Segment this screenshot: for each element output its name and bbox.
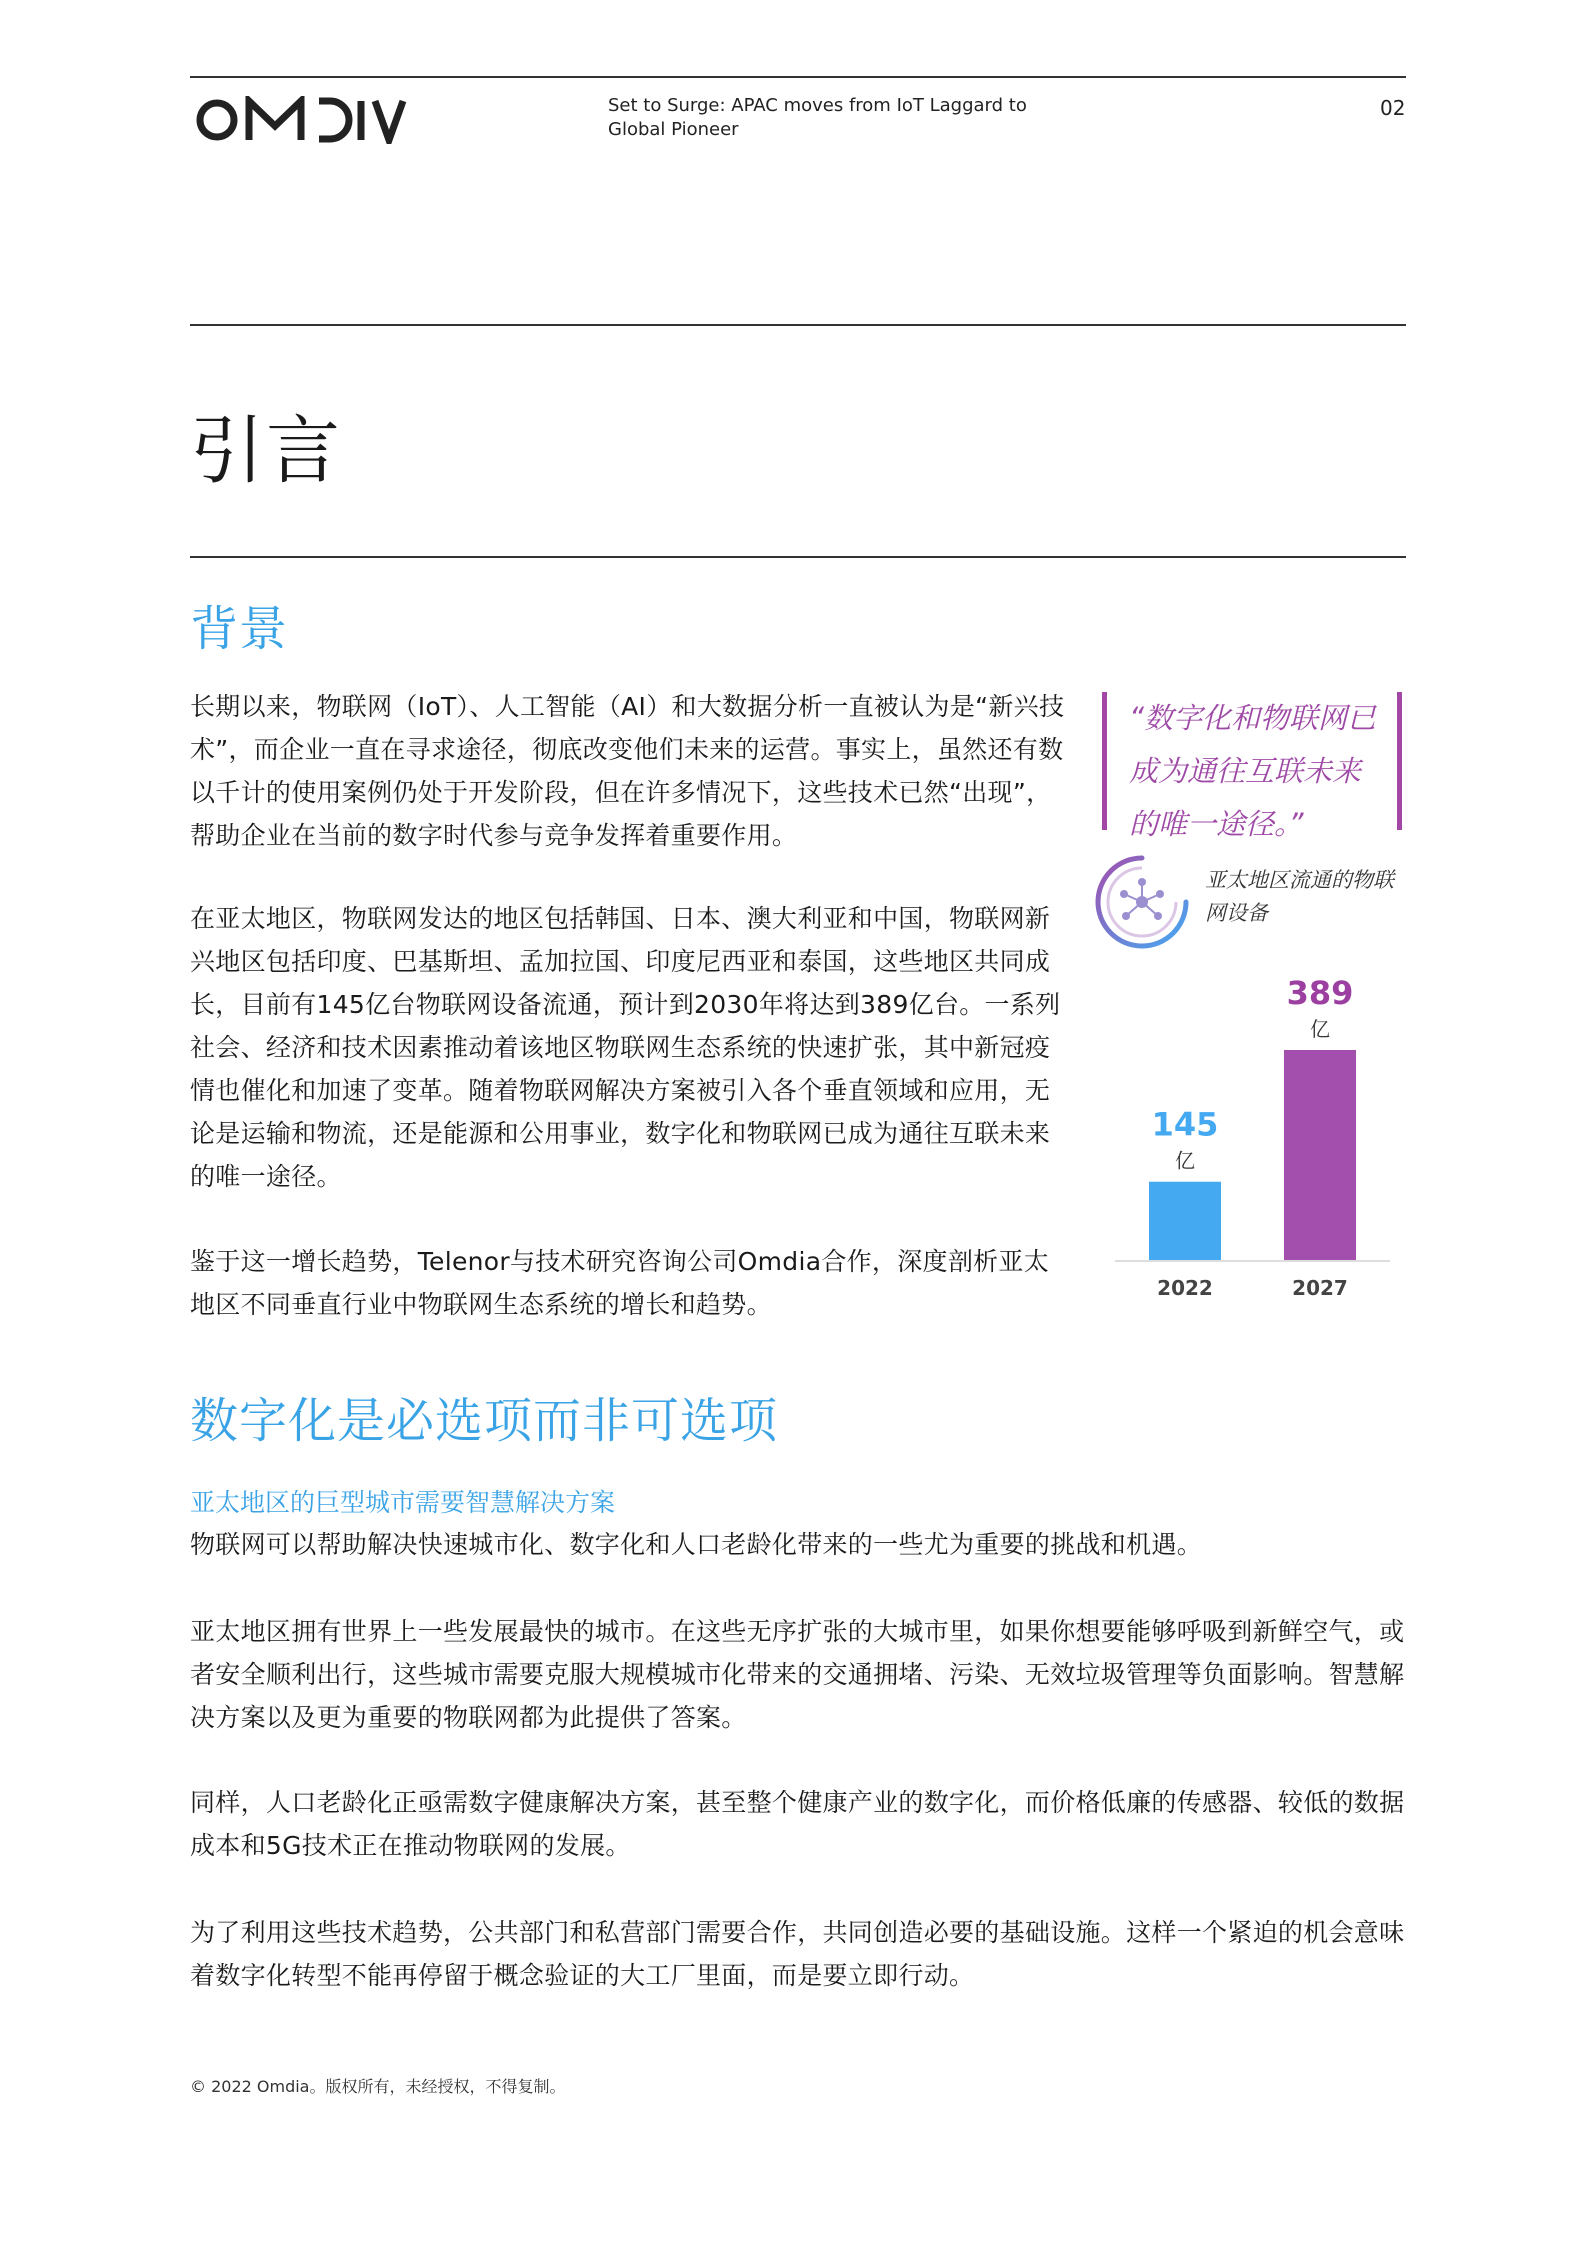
digital-paragraph-1: 物联网可以帮助解决快速城市化、数字化和人口老龄化带来的一些尤为重要的挑战和机遇。 xyxy=(190,1530,1203,1559)
background-paragraph-3: 鉴于这一增长趋势，Telenor与技术研究咨询公司Omdia合作，深度剖析亚太地区不同垂直行业中物联网生态系统的增长和趋势。 xyxy=(190,1247,1050,1319)
digital-paragraph-2: 亚太地区拥有世界上一些发展最快的城市。在这些无序扩张的大城市里，如果你想要能够呼吸到新鲜空气，或者安全顺利出行，这些城市需要克服大规模城市化带来的交通拥堵、污染、无效垃圾管理等负面影响。智慧解决方案以及更为重要的物联网都为此提供了答案。 xyxy=(190,1617,1405,1732)
digital-paragraph-4: 为了利用这些技术趋势，公共部门和私营部门需要合作，共同创造必要的基础设施。这样一个紧迫的机会意味着数字化转型不能再停留于概念验证的大工厂里面，而是要立即行动。 xyxy=(190,1918,1405,1990)
bar-value-2027: 389 xyxy=(1286,974,1354,1012)
omdia-logo-mark xyxy=(195,96,410,144)
bar-2027 xyxy=(1284,1050,1356,1260)
page-number: 02 xyxy=(1380,96,1406,120)
header-top-rule xyxy=(190,76,1406,78)
header-bottom-rule xyxy=(190,324,1406,326)
bar-unit-2027: 亿 xyxy=(1310,1017,1330,1041)
pull-quote: “数字化和物联网已成为通往互联未来的唯一途径。” xyxy=(1102,692,1402,830)
page-title: 引言 xyxy=(190,408,342,494)
bar-unit-2022: 亿 xyxy=(1175,1148,1195,1173)
bar-value-2022: 145 xyxy=(1151,1105,1219,1144)
omdia-logo xyxy=(195,96,410,148)
copyright: © 2022 Omdia。版权所有，未经授权，不得复制。 xyxy=(190,2077,566,2096)
x-tick-2027: 2027 xyxy=(1292,1276,1348,1300)
x-tick-2022: 2022 xyxy=(1157,1276,1213,1300)
background-paragraph-1: 长期以来，物联网（IoT）、人工智能（AI）和大数据分析一直被认为是“新兴技术”，而企业一直在寻求途径，彻底改变他们未来的运营。事实上，虽然还有数以千计的使用案例仍处于开发阶段，但在许多情况下，这些技术已然“出现”，帮助企业在当前的数字时代参与竞争发挥着重要作用。 xyxy=(190,692,1065,850)
iot-devices-chart xyxy=(1110,960,1410,1320)
background-paragraph-2: 在亚太地区，物联网发达的地区包括韩国、日本、澳大利亚和中国，物联网新兴地区包括印度、巴基斯坦、孟加拉国、印度尼西亚和泰国，这些地区共同成长，目前有145亿台物联网设备流通，预计到2030年将达到389亿台。一系列社会、经济和技术因素推动着该地区物联网生态系统的快速扩张，其中新冠疫情也催化和加速了变革。随着物联网解决方案被引入各个垂直领域和应用，无论是运输和物流，还是能源和公用事业，数字化和物联网已成为通往互联未来的唯一途径。 xyxy=(190,904,1061,1191)
bar-2022 xyxy=(1149,1182,1221,1260)
iot-devices-label: 亚太地区流通的物联网设备 xyxy=(1205,868,1394,925)
digital-paragraph-3: 同样，人口老龄化正亟需数字健康解决方案，甚至整个健康产业的数字化，而价格低廉的传感器、较低的数据成本和5G技术正在推动物联网的发展。 xyxy=(190,1788,1405,1860)
digital-subheading: 亚太地区的巨型城市需要智慧解决方案 xyxy=(190,1488,616,1517)
report-title: Set to Surge: APAC moves from IoT Laggard to Global Pioneer xyxy=(608,95,1027,140)
digital-heading: 数字化是必选项而非可选项 xyxy=(190,1393,779,1449)
background-heading: 背景 xyxy=(190,601,289,657)
title-rule xyxy=(190,556,1406,558)
iot-network-icon xyxy=(1092,852,1192,956)
